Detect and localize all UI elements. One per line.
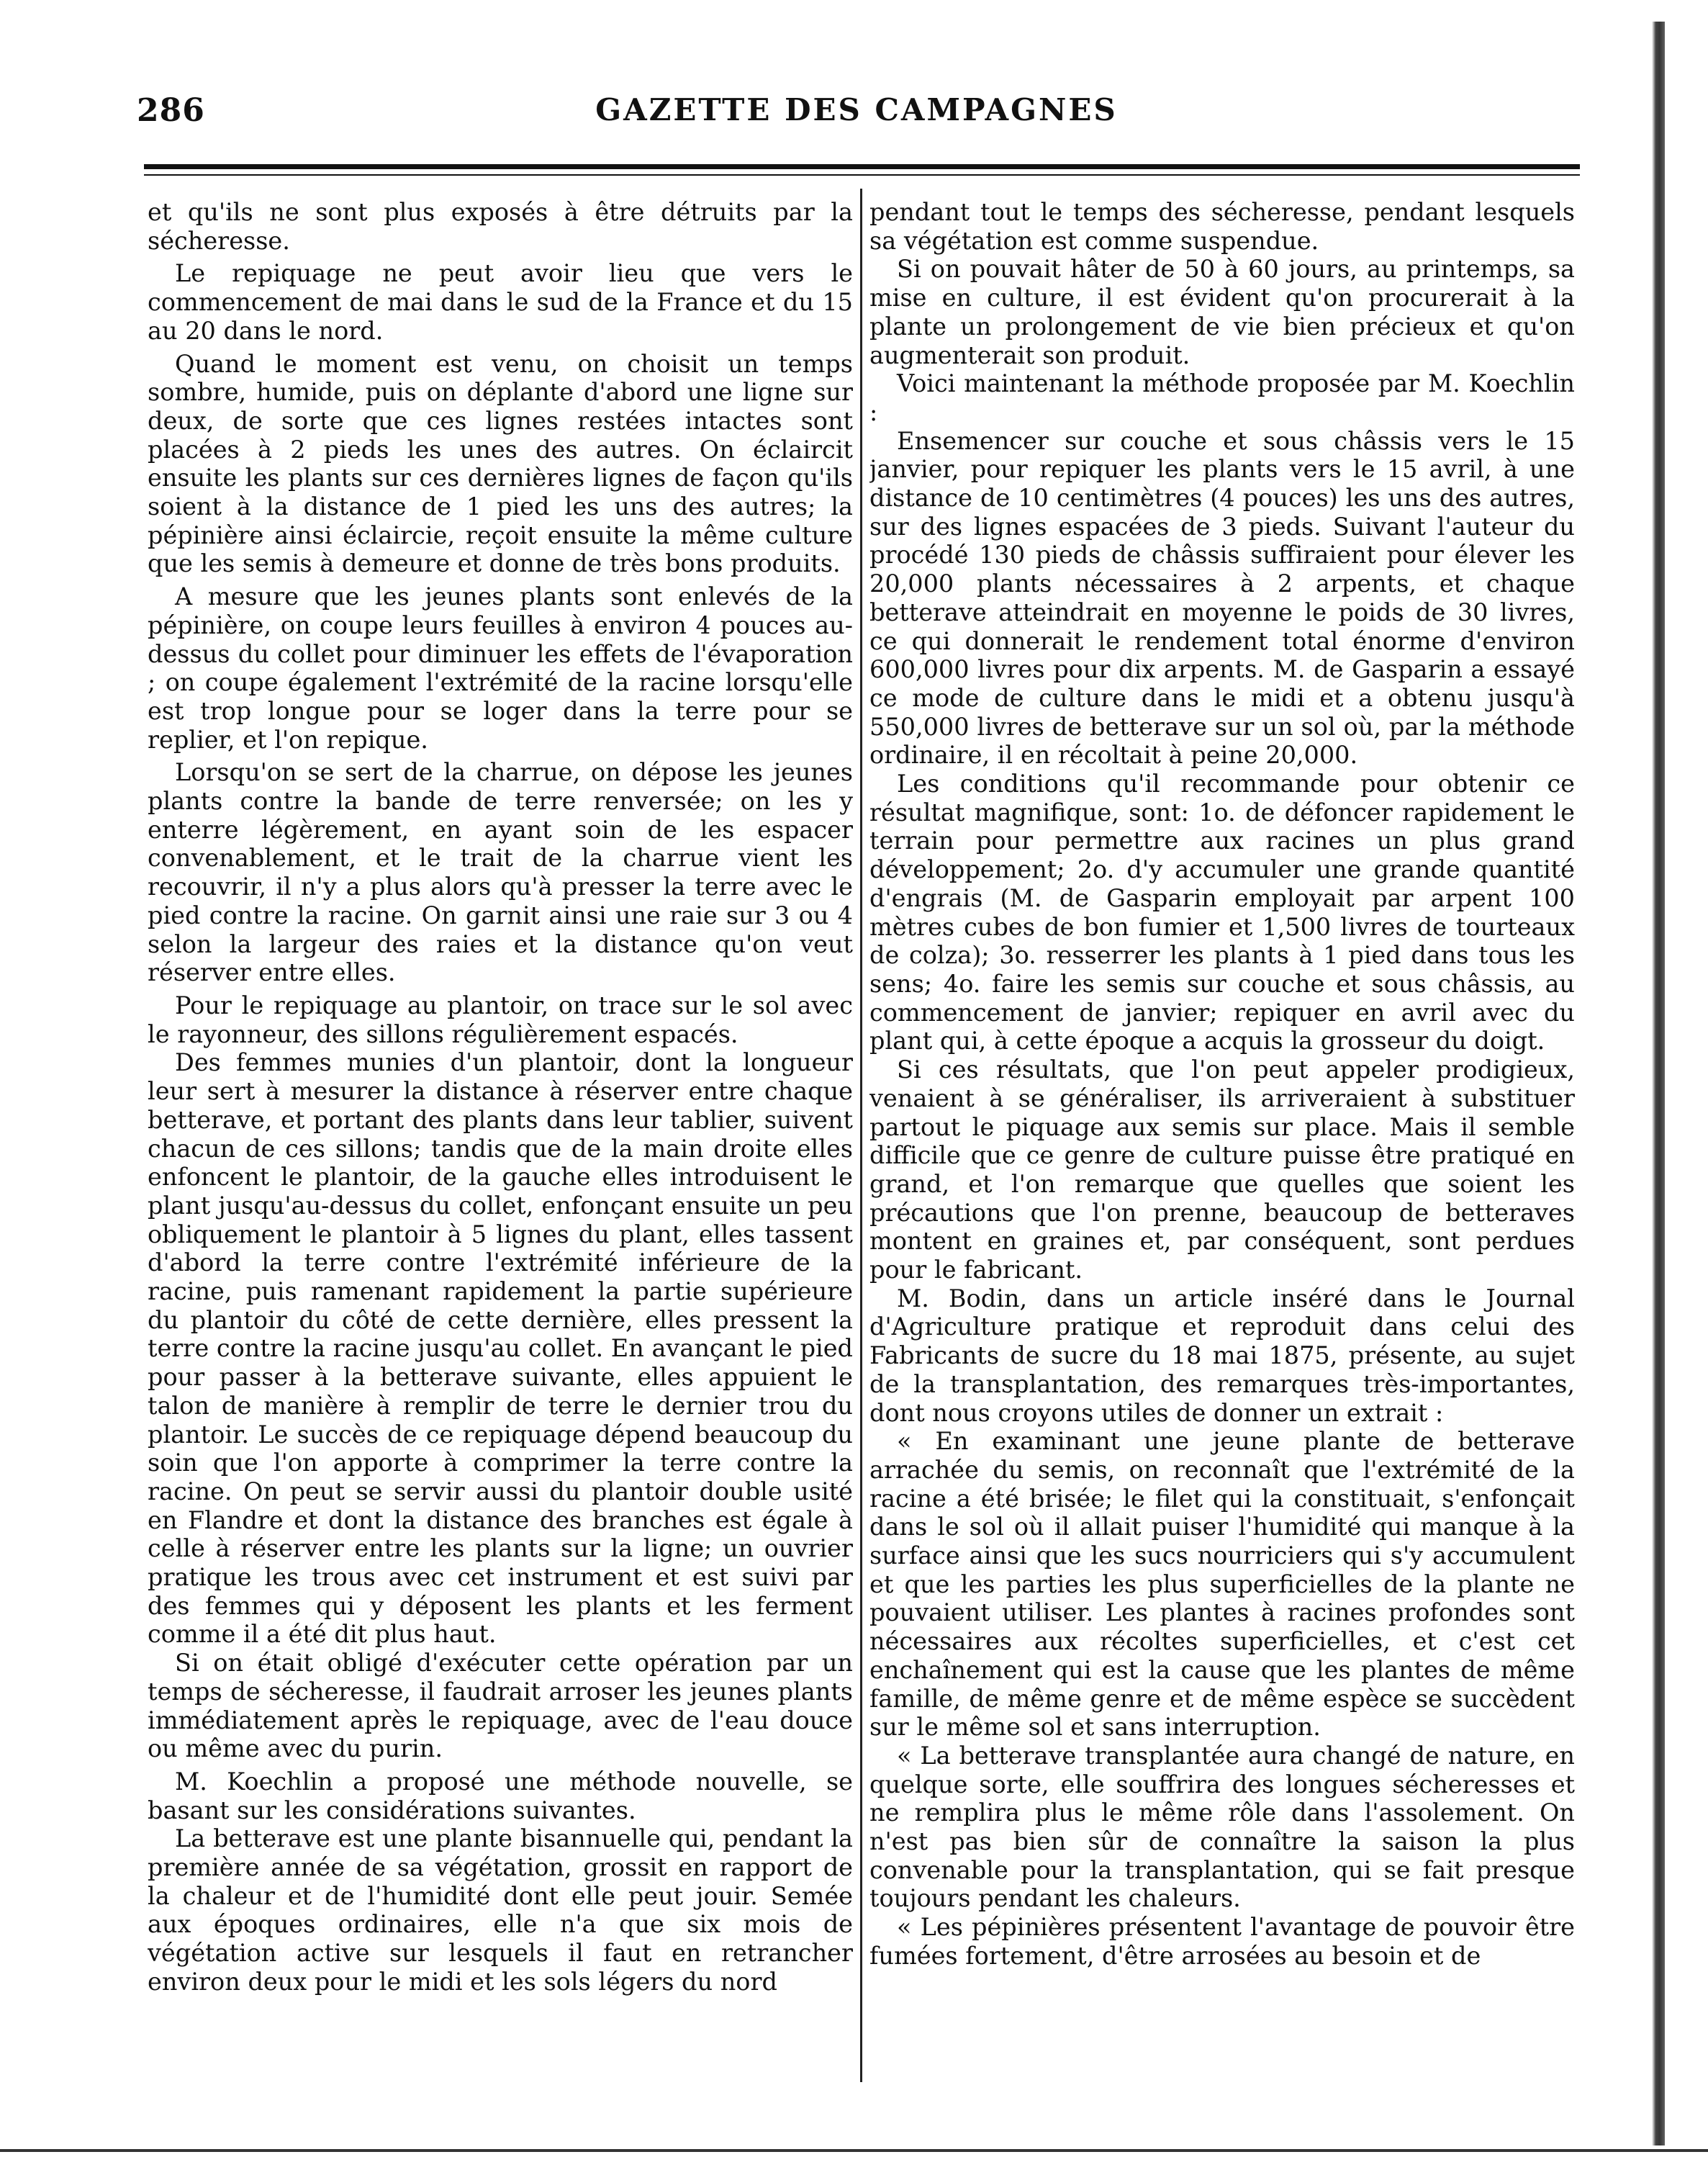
paragraph: M. Koechlin a proposé une méthode nouvelle, se basant sur les considérations suivantes.	[148, 1767, 853, 1824]
column-divider	[860, 189, 862, 2082]
paragraph: La betterave est une plante bisannuelle qui, pendant la première année de sa végétation, grossit en rapport de la chaleur et de l'humidité dont elle peut jouir. Semée aux époques ordinaires, elle n'a que six mois de végétation active sur lesquels il faut en retrancher environ deux pour le midi et les sols légers du nord	[148, 1824, 853, 1996]
page-bottom-edge	[0, 2149, 1708, 2152]
binding-edge-shadow	[1652, 22, 1665, 2145]
paragraph: Si ces résultats, que l'on peut appeler prodigieux, venaient à se généraliser, ils arriveraient à substituer partout le piquage aux semis sur place. Mais il semble difficile que ce genre de culture puisse être pratiqué en grand, et l'on remarque que quelles que soient les précautions que l'on prenne, beaucoup de betteraves montent en graines et, par conséquent, sont perdues pour le fabricant.	[869, 1055, 1575, 1284]
paragraph: A mesure que les jeunes plants sont enlevés de la pépinière, on coupe leurs feuilles à environ 4 pouces au-dessus du collet pour diminuer les effets de l'évaporation ; on coupe également l'extrémité de la racine lorsqu'elle est trop longue pour se loger dans la terre pour se replier, et l'on repique.	[148, 582, 853, 754]
paragraph: Quand le moment est venu, on choisit un temps sombre, humide, puis on déplante d'abord une ligne sur deux, de sorte que ces lignes restées intactes sont placées à 2 pieds les unes des autres. On éclaircit ensuite les plants sur ces dernières lignes de façon qu'ils soient à la distance de 1 pied les uns des autres; la pépinière ainsi éclaircie, reçoit ensuite la même culture que les semis à demeure et donne de très bons produits.	[148, 349, 853, 578]
left-column	[148, 198, 853, 2070]
paragraph: Voici maintenant la méthode proposée par M. Koechlin :	[869, 369, 1575, 426]
paragraph: et qu'ils ne sont plus exposés à être détruits par la sécheresse.	[148, 198, 853, 255]
quote-paragraph: « En examinant une jeune plante de betterave arrachée du semis, on reconnaît que l'extrémité de la racine a été brisée; le filet qui la constituait, s'enfonçait dans le sol où il allait puiser l'humidité qui manque à la surface ainsi que les sucs nourriciers qui s'y accumulent et que les parties les plus superficielles de la plante ne pouvaient utiliser. Les plantes à racines profondes sont nécessaires aux récoltes superficielles, et c'est cet enchaînement qui est la cause que les plantes de même famille, de même genre et de même espèce se succèdent sur le même sol et sans interruption.	[869, 1427, 1575, 1742]
running-title: GAZETTE DES CAMPAGNES	[595, 92, 1118, 127]
quote-paragraph: « Les pépinières présentent l'avantage de pouvoir être fumées fortement, d'être arrosées au besoin et de	[869, 1913, 1575, 1970]
right-column	[869, 198, 1575, 2070]
page-header	[137, 92, 1576, 143]
page-number: 286	[137, 92, 205, 129]
paragraph: Si on pouvait hâter de 50 à 60 jours, au printemps, sa mise en culture, il est évident qu'on procurerait à la plante un prolongement de vie bien précieux et qu'on augmenterait son produit.	[869, 255, 1575, 369]
paragraph: Lorsqu'on se sert de la charrue, on dépose les jeunes plants contre la bande de terre renversée; on les y enterre légèrement, en ayant soin de les espacer convenablement, et le trait de la charrue vient les recouvrir, il n'y a plus alors qu'à presser la terre avec le pied contre la racine. On garnit ainsi une raie sur 3 ou 4 selon la largeur des raies et la distance qu'on veut réserver entre elles.	[148, 758, 853, 987]
paragraph: pendant tout le temps des sécheresse, pendant lesquels sa végétation est comme suspendue.	[869, 198, 1575, 255]
paragraph: Les conditions qu'il recommande pour obtenir ce résultat magnifique, sont: 1o. de défoncer rapidement le terrain pour permettre aux racines un plus grand développement; 2o. d'y accumuler une grande quantité d'engrais (M. de Gasparin employait par arpent 100 mètres cubes de bon fumier et 1,500 livres de tourteaux de colza); 3o. resserrer les plants à 1 pied dans tous les sens; 4o. faire les semis sur couche et sous châssis, au commencement de janvier; repiquer en avril avec du plant qui, à cette époque a acquis la grosseur du doigt.	[869, 770, 1575, 1055]
paragraph: Ensemencer sur couche et sous châssis vers le 15 janvier, pour repiquer les plants vers le 15 avril, à une distance de 10 centimètres (4 pouces) les uns des autres, sur des lignes espacées de 3 pieds. Suivant l'auteur du procédé 130 pieds de châssis suffiraient pour élever les 20,000 plants nécessaires à 2 arpents, et chaque betterave atteindrait en moyenne le poids de 30 livres, ce qui donnerait le rendement total énorme d'environ 600,000 livres pour dix arpents. M. de Gasparin a essayé ce mode de culture dans le midi et a obtenu jusqu'à 550,000 livres de betterave sur un sol où, par la méthode ordinaire, il en récoltait à peine 20,000.	[869, 426, 1575, 770]
header-rule-thin	[144, 174, 1580, 176]
paragraph: M. Bodin, dans un article inséré dans le Journal d'Agriculture pratique et reproduit dans celui des Fabricants de sucre du 18 mai 1875, présente, au sujet de la transplantation, des remarques très-importantes, dont nous croyons utiles de donner un extrait :	[869, 1284, 1575, 1427]
paragraph: Des femmes munies d'un plantoir, dont la longueur leur sert à mesurer la distance à réserver entre chaque betterave, et portant des plants dans leur tablier, suivent chacun de ces sillons; tandis que de la main droite elles enfoncent le plantoir, de la gauche elles introduisent le plant jusqu'au-dessus du collet, enfonçant ensuite un peu obliquement le plantoir à 5 lignes du plant, elles tassent d'abord la terre contre l'extrémité inférieure de la racine, puis ramenant rapidement la partie supérieure du plantoir du côté de cette dernière, elles pressent la terre contre la racine jusqu'au collet. En avançant le pied pour passer à la betterave suivante, elles appuient le talon de manière à remplir de terre le dernier trou du plantoir. Le succès de ce repiquage dépend beaucoup du soin que l'on apporte à comprimer la terre contre la racine. On peut se servir aussi du plantoir double usité en Flandre et dont la distance des branches est égale à celle à réserver entre les plants sur la ligne; un ouvrier pratique les trous avec cet instrument et est suivi par des femmes qui y déposent les plants et les ferment comme il a été dit plus haut.	[148, 1048, 853, 1649]
paragraph: Si on était obligé d'exécuter cette opération par un temps de sécheresse, il faudrait arroser les jeunes plants immédiatement après le repiquage, avec de l'eau douce ou même avec du purin.	[148, 1649, 853, 1763]
quote-paragraph: « La betterave transplantée aura changé de nature, en quelque sorte, elle souffrira des longues sécheresses et ne remplira plus le même rôle dans l'assolement. On n'est pas bien sûr de connaître la saison la plus convenable pour la transplantation, qui se fait presque toujours pendant les chaleurs.	[869, 1741, 1575, 1913]
paragraph: Pour le repiquage au plantoir, on trace sur le sol avec le rayonneur, des sillons régulièrement espacés.	[148, 991, 853, 1048]
paragraph: Le repiquage ne peut avoir lieu que vers le commencement de mai dans le sud de la France et du 15 au 20 dans le nord.	[148, 259, 853, 345]
header-rule-thick	[144, 164, 1580, 169]
